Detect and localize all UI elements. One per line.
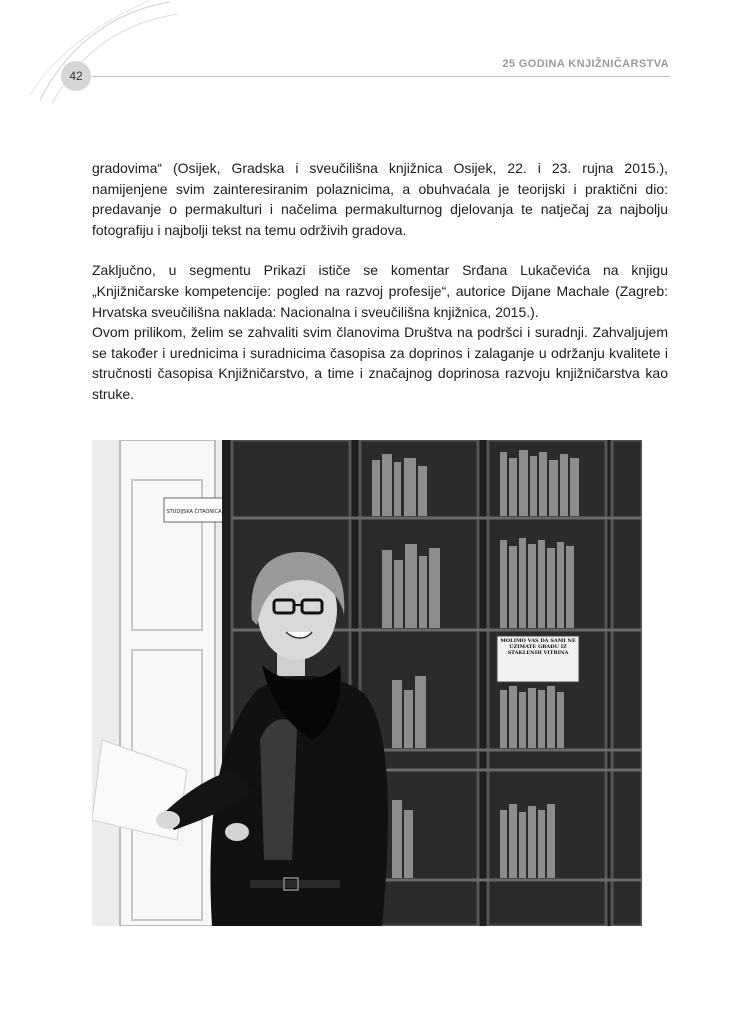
photo-illustration	[92, 440, 642, 926]
header-rule	[92, 76, 670, 77]
shelf-notice: MOLIMO VAS DA SAMI NE UZIMATE GRAĐU IZ STAKLENIH VITRINA	[500, 638, 576, 656]
paragraph-3: Ovom prilikom, želim se zahvaliti svim članovima Društva na podršci i suradnji. Zahvaljujem se također i urednicima i suradnicima časopisa za doprinos i zalaganje u održanju kvalitete i stručnosti časopisa Knjižničarstvo, a time i značajnog doprinosa razvoju knjižničarstva kao struke.	[92, 324, 668, 402]
library-photo	[92, 440, 642, 926]
page-number-badge	[61, 61, 91, 91]
page-number: 42	[69, 69, 83, 83]
decorative-curves	[0, 0, 180, 110]
paragraph-2: Zaključno, u segmentu Prikazi ističe se komentar Srđana Lukačevića na knjigu „Knjižničarske kompetencije: pogled na razvoj profesije“, autorice Dijane Machale (Zagreb: Hrvatska sveučilišna naklada: Nacionalna i sveučilišna knjižnica, 2015.).	[92, 262, 668, 320]
paragraph-1: gradovima“ (Osijek, Gradska i sveučilišna knjižnica Osijek, 22. i 23. rujna 2015.), namijenjene svim zainteresiranim polaznicima, a obuhvaćala je teorijski i praktični dio: predavanje o permakulturi i načelima permakulturnog djelovanja te natječaj za najbolju fotografiju i najbolji tekst na temu održivih gradova.	[92, 160, 668, 238]
running-title: 25 GODINA KNJIŽNIČARSTVA	[502, 58, 669, 70]
body-text	[92, 158, 668, 405]
door-sign: STUDIJSKA ČITAONICA	[166, 509, 222, 515]
